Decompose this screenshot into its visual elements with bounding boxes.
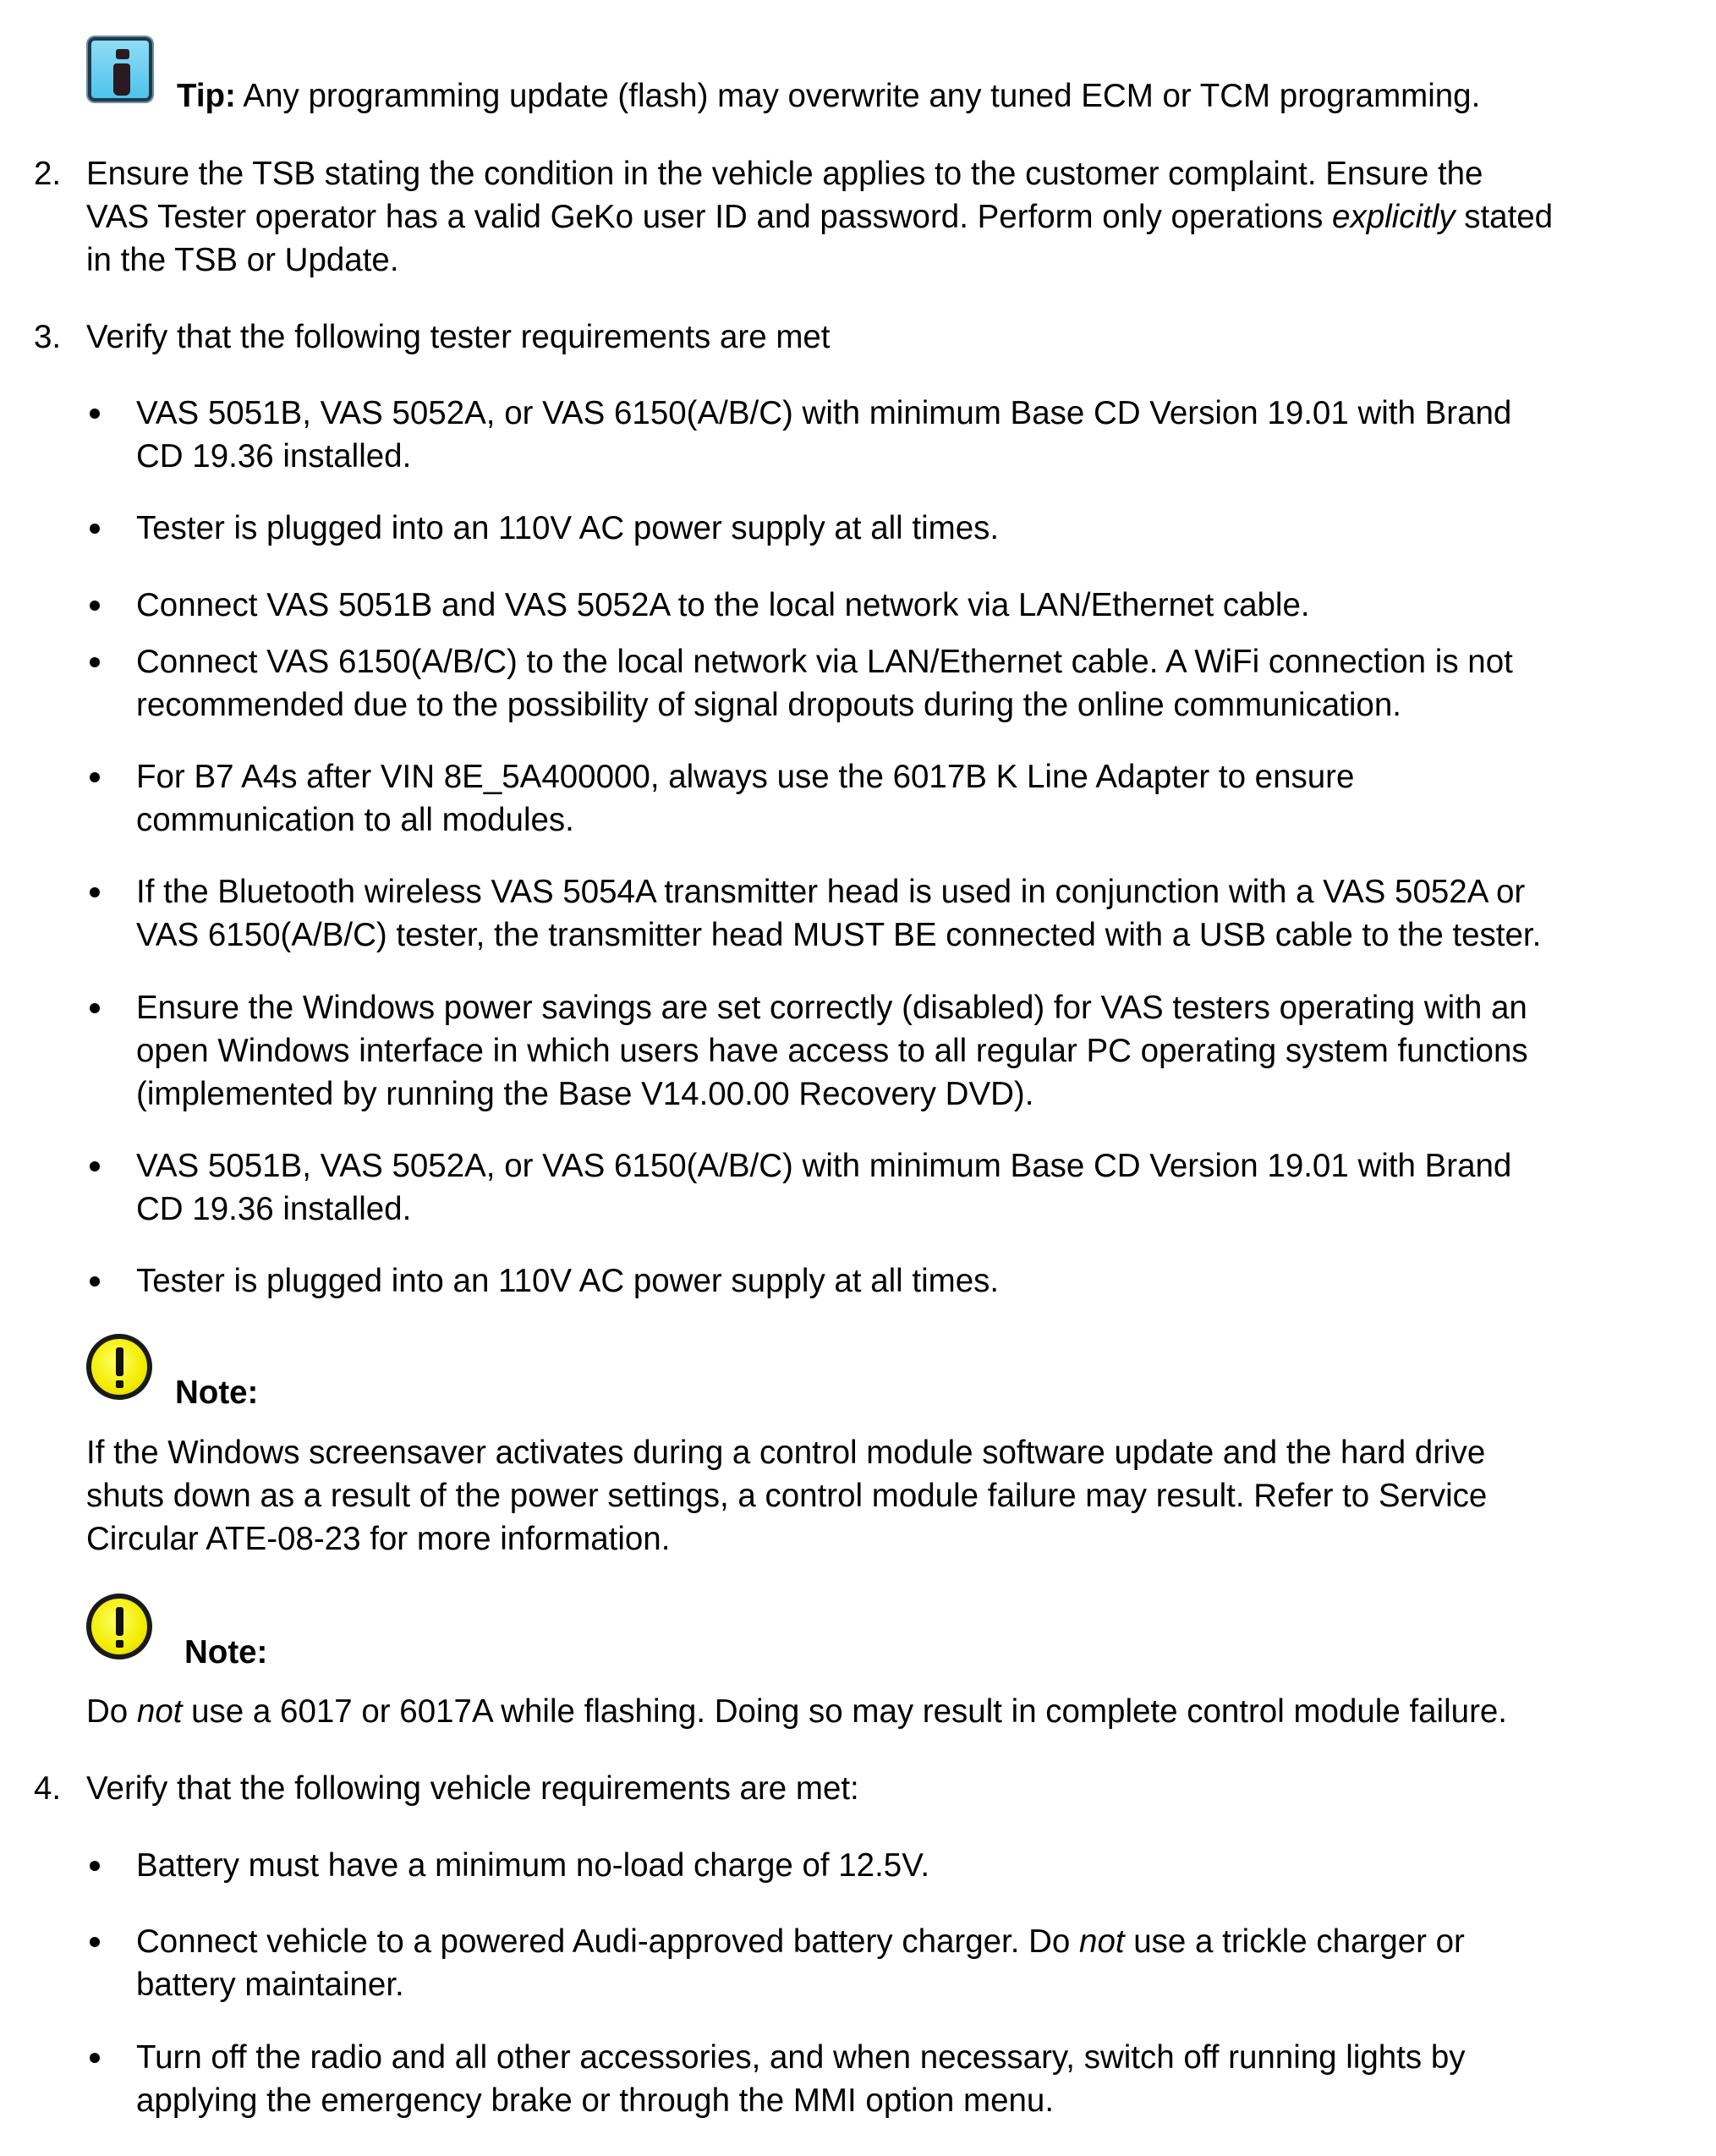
warning-icon: [86, 1334, 152, 1400]
tip-callout: [88, 37, 152, 101]
bullet-icon: [90, 1276, 100, 1286]
bullet-icon: [90, 1161, 100, 1171]
list-item: Battery must have a minimum no-load charge of 12.5V.: [136, 1847, 930, 1884]
note-text: If the Windows screensaver activates during a control module software update and the hard drive shuts down as a result of the power settings, a control module failure may result. Refer to Service Circular ATE-08-23 for more information.: [86, 1435, 1488, 1557]
step-3-text: Verify that the following tester requirements are met: [86, 319, 831, 355]
step-2-line: VAS Tester operator has a valid GeKo user ID and password. Perform only operations explicitly stated: [86, 199, 1554, 235]
list-item: VAS 5051B, VAS 5052A, or VAS 6150(A/B/C) with minimum Base CD Version 19.01 with Brand CD 19.36 installed.: [136, 1148, 1512, 1227]
tip-text: [177, 74, 1480, 118]
note-label: Note:: [184, 1634, 268, 1670]
list-item: For B7 A4s after VIN 8E_5A400000, always use the 6017B K Line Adapter to ensure communication to all modules.: [136, 759, 1355, 838]
bullet-icon: [90, 409, 100, 419]
bullet-icon: [90, 1861, 100, 1871]
step-4-text: Verify that the following vehicle requirements are met:: [86, 1770, 859, 1807]
bullet-icon: [90, 657, 100, 667]
list-item: Ensure the Windows power savings are set correctly (disabled) for VAS testers operating with an open Windows interface in which users have access to all regular PC operating system functions (implemented by running the Base V14.00.00 Recovery DVD).: [136, 990, 1528, 1112]
emphasis: not: [136, 1693, 183, 1730]
step-2-line: in the TSB or Update.: [86, 242, 399, 278]
list-item: Connect VAS 6150(A/B/C) to the local network via LAN/Ethernet cable. A WiFi connection is not recommended due to the possibility of signal dropouts during the online communication.: [136, 644, 1513, 723]
list-item: Connect VAS 5051B and VAS 5052A to the local network via LAN/Ethernet cable.: [136, 587, 1310, 623]
step-2-text: [86, 152, 1553, 282]
step-number: 2.: [34, 156, 62, 192]
list-item: Tester is plugged into an 110V AC power supply at all times.: [136, 510, 1000, 546]
warning-icon: [86, 1594, 152, 1660]
note-callout: [86, 1594, 152, 1660]
list-item: Tester is plugged into an 110V AC power supply at all times.: [136, 1263, 1000, 1299]
emphasis: explicitly: [1332, 199, 1456, 235]
list-item: Turn off the radio and all other accessories, and when necessary, switch off running lights by applying the emergency brake or through the MMI option menu.: [136, 2039, 1466, 2119]
list-item: Connect vehicle to a powered Audi-approved battery charger. Do not use a trickle charger or battery maintainer.: [136, 1923, 1465, 2003]
emphasis: not: [1079, 1923, 1125, 1960]
tip-label: Tip:: [177, 78, 236, 114]
bullet-icon: [90, 1937, 100, 1947]
tip-body: Any programming update (flash) may overwrite any tuned ECM or TCM programming.: [235, 78, 1481, 114]
step-2-line: Ensure the TSB stating the condition in the vehicle applies to the customer complaint. Ensure the: [86, 156, 1483, 192]
bullet-icon: [90, 772, 100, 782]
list-item: If the Bluetooth wireless VAS 5054A transmitter head is used in conjunction with a VAS 5052A or VAS 6150(A/B/C) tester, the transmitter head MUST BE connected with a USB cable to the tester.: [136, 874, 1542, 953]
bullet-icon: [90, 1003, 100, 1013]
list-item: VAS 5051B, VAS 5052A, or VAS 6150(A/B/C) with minimum Base CD Version 19.01 with Brand CD 19.36 installed.: [136, 395, 1512, 475]
info-icon: [88, 37, 152, 101]
bullet-icon: [90, 601, 100, 611]
bullet-icon: [90, 887, 100, 897]
step-number: 4.: [34, 1770, 62, 1807]
bullet-icon: [90, 2053, 100, 2063]
step-number: 3.: [34, 319, 62, 355]
bullet-icon: [90, 524, 100, 534]
note-callout: [86, 1334, 152, 1400]
note-label: Note:: [175, 1374, 259, 1411]
note-text: Do not use a 6017 or 6017A while flashing. Doing so may result in complete control module failure.: [86, 1693, 1507, 1730]
